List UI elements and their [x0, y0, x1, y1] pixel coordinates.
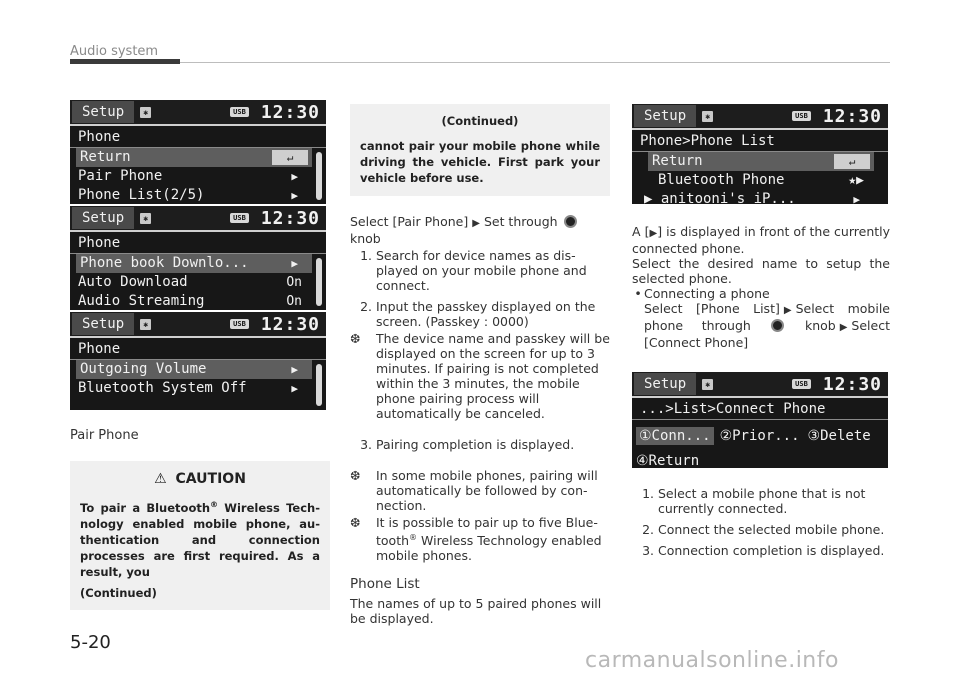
- menu-item-label: ▶ anitooni's iP...: [644, 191, 796, 207]
- connected-star-icon: ★▶: [848, 173, 864, 188]
- bluetooth-icon: ✱: [702, 379, 713, 390]
- connect-steps: [632, 301, 890, 350]
- bullet-item: [632, 286, 890, 301]
- menu-item-value: On: [286, 294, 302, 309]
- caution-continued: (Continued): [80, 585, 157, 600]
- screen-title: Setup: [72, 207, 134, 229]
- screen-status-bar: [70, 312, 326, 338]
- screen-title: Setup: [72, 101, 134, 123]
- usb-icon: USB: [792, 111, 811, 121]
- caution-body: [80, 497, 320, 580]
- list-number: 2.: [360, 299, 372, 314]
- list-item: [632, 522, 890, 537]
- section-heading-phone-list: Phone List: [350, 576, 420, 593]
- step-text-2: Select mobile phone through: [644, 301, 890, 333]
- screen-status-bar: [70, 206, 326, 232]
- menu-item-phone-book-download[interactable]: [76, 254, 312, 273]
- menu-item-label: Bluetooth Phone: [658, 172, 785, 188]
- clock: 12:30: [260, 313, 320, 335]
- step-text-4: Select [Connect Phone]: [644, 318, 890, 350]
- figure-caption: Pair Phone: [70, 428, 139, 443]
- screen-title: Setup: [634, 373, 696, 395]
- menu-item-outgoing-volume[interactable]: [76, 360, 312, 379]
- registered-mark: ®: [210, 500, 219, 509]
- indicator-text-a: A [: [632, 224, 650, 239]
- menu-item-phone-list[interactable]: [70, 186, 312, 205]
- tune-knob-icon: [771, 319, 784, 332]
- phone-list-body: The names of up to 5 paired phones will be displayed.: [350, 596, 602, 627]
- screen-status-bar: [632, 372, 888, 398]
- screen-setup-phone-1: [70, 100, 326, 204]
- list-item: [350, 248, 610, 293]
- menu-item-label: Audio Streaming: [78, 293, 205, 309]
- pair-phone-instructions: [350, 214, 610, 626]
- list-text: Connection completion is displayed.: [658, 543, 885, 558]
- return-icon: ↵: [272, 150, 308, 165]
- list-text: Pairing completion is displayed.: [376, 437, 575, 452]
- bullet-symbol: •: [634, 286, 642, 301]
- screen-setup-phone-3: [70, 312, 326, 410]
- list-item: [350, 437, 610, 452]
- arrow-right-icon: ▶: [291, 189, 298, 202]
- arrow-right-icon: ▶: [291, 257, 298, 270]
- phone-list-instructions: [632, 224, 890, 350]
- note-text-a: It is possible to pair up to five Bluetooth: [376, 515, 598, 549]
- screen-setup-phone-2: [70, 206, 326, 310]
- list-number: 1.: [642, 486, 654, 501]
- note-symbol: ❆: [350, 468, 361, 483]
- menu-item-label: Return: [652, 153, 703, 169]
- screen-heading: ...>List>Connect Phone: [632, 398, 888, 420]
- screen-phone-list: [632, 104, 888, 207]
- scrollbar[interactable]: [316, 364, 322, 406]
- column-right: [632, 104, 890, 558]
- screen-title: Setup: [72, 313, 134, 335]
- menu-item-label: Phone List(2/5): [78, 187, 205, 203]
- step-text-1: Select [Phone List]: [644, 301, 780, 316]
- warning-triangle-icon: ⚠: [154, 471, 167, 487]
- menu-item-return[interactable]: [648, 152, 874, 171]
- arrow-right-icon: ▶: [291, 382, 298, 395]
- caution-box: [70, 461, 330, 610]
- registered-mark: ®: [409, 533, 418, 542]
- caution-text-2: Wireless Technology enabled mobile phone, authentication and connection processes are first required. As a result, you: [80, 500, 320, 579]
- menu-item-auto-download[interactable]: [70, 273, 312, 292]
- arrow-right-icon: ▶: [853, 193, 860, 206]
- step-text-3: knob: [804, 318, 836, 333]
- usb-icon: USB: [230, 107, 249, 117]
- menu-item-return[interactable]: [76, 148, 312, 167]
- note-symbol: ❆: [350, 515, 361, 530]
- select-name-paragraph: Select the desired name to setup the selected phone.: [632, 256, 890, 286]
- list-number: 1.: [360, 248, 372, 263]
- menu-item-paired-phone[interactable]: [632, 190, 874, 209]
- menu-item-label: Pair Phone: [78, 168, 163, 184]
- list-text: Connect the selected mobile phone.: [658, 522, 885, 537]
- note-text: The device name and passkey will be displayed on the screen for up to 3 minutes. If pairing is not completed within the 3 minutes, the mobile phone pairing process will automatically be canceled.: [376, 331, 610, 421]
- list-text: Search for device names as displayed on your mobile phone and connect.: [376, 248, 587, 293]
- note-symbol: ❆: [350, 331, 361, 346]
- screen-connect-phone: [632, 372, 888, 468]
- clock: 12:30: [260, 207, 320, 229]
- screen-heading: Phone: [70, 232, 326, 254]
- menu-item-label: Phone book Downlo...: [80, 255, 249, 271]
- arrow-right-icon: ▶: [291, 363, 298, 376]
- clock: 12:30: [822, 373, 882, 395]
- menu-item-bluetooth-system-off[interactable]: [70, 379, 312, 398]
- list-number: 3.: [642, 543, 654, 558]
- header-bar: [70, 59, 180, 64]
- list-number: 3.: [360, 437, 372, 452]
- indicator-paragraph: [632, 224, 890, 256]
- arrow-right-icon: ▶: [783, 305, 792, 316]
- list-item: [350, 299, 610, 329]
- column-left: [70, 100, 330, 610]
- header-line: [180, 62, 890, 63]
- note-item: [350, 468, 610, 513]
- menu-item-pair-phone[interactable]: [70, 167, 312, 186]
- list-item: [632, 543, 890, 558]
- caution-heading: [80, 471, 320, 487]
- note-item: [350, 331, 610, 421]
- header-title: Audio system: [70, 44, 159, 59]
- screen-title: Setup: [634, 105, 696, 127]
- arrow-right-icon: ▶: [472, 218, 480, 229]
- scrollbar[interactable]: [316, 258, 322, 306]
- bluetooth-icon: ✱: [140, 213, 151, 224]
- caution-continued-box: [350, 104, 610, 196]
- note-text: In some mobile phones, pairing will automatically be followed by connection.: [376, 468, 598, 513]
- screen-status-bar: [632, 104, 888, 130]
- column-middle: [350, 104, 610, 626]
- connect-option[interactable]: ①Conn...: [636, 427, 714, 445]
- return-option-row: [632, 450, 888, 472]
- return-option[interactable]: ④Return: [636, 453, 700, 469]
- screen-heading: Phone: [70, 126, 326, 148]
- connect-phone-steps: [632, 486, 890, 558]
- bluetooth-icon: ✱: [140, 319, 151, 330]
- arrow-right-icon: ▶: [839, 322, 848, 333]
- bluetooth-icon: ✱: [140, 107, 151, 118]
- clock: 12:30: [822, 105, 882, 127]
- connect-options-row: [632, 422, 888, 450]
- play-arrow-icon: ▶: [649, 228, 658, 239]
- usb-icon: USB: [792, 379, 811, 389]
- list-text: Select a mobile phone that is not currently connected.: [658, 486, 866, 516]
- scrollbar[interactable]: [316, 152, 322, 200]
- knob-text: knob: [350, 231, 381, 246]
- note-text-b: Wireless Technology enabled mobile phones.: [376, 533, 602, 564]
- screen-heading: Phone>Phone List: [632, 130, 888, 152]
- caution-text-1: To pair a Bluetooth: [80, 500, 211, 515]
- delete-option[interactable]: ③Delete: [807, 428, 871, 444]
- bluetooth-icon: ✱: [702, 111, 713, 122]
- menu-item-audio-streaming[interactable]: [70, 292, 312, 311]
- menu-item-label: Auto Download: [78, 274, 188, 290]
- page-number: 5-20: [70, 632, 111, 653]
- menu-item-label: Bluetooth System Off: [78, 380, 247, 396]
- tune-knob-icon: [564, 215, 577, 228]
- note-text: [376, 515, 610, 563]
- list-text: Input the passkey displayed on the screen. (Passkey : 0000): [376, 299, 596, 329]
- menu-item-bluetooth-phone[interactable]: [632, 171, 874, 190]
- screen-heading: Phone: [70, 338, 326, 360]
- arrow-right-icon: ▶: [291, 170, 298, 183]
- list-item: [632, 486, 890, 516]
- usb-icon: USB: [230, 213, 249, 223]
- indicator-text-b: ] is displayed in front of the currently connected phone.: [632, 224, 891, 256]
- list-number: 2.: [642, 522, 654, 537]
- select-pair-phone-line: [350, 214, 610, 246]
- bullet-text: Connecting a phone: [644, 286, 770, 301]
- usb-icon: USB: [230, 319, 249, 329]
- return-icon: ↵: [834, 154, 870, 169]
- continued-heading: (Continued): [441, 114, 519, 128]
- clock: 12:30: [260, 101, 320, 123]
- screen-status-bar: [70, 100, 326, 126]
- menu-item-label: Return: [80, 149, 131, 165]
- watermark: carmanualsonline.info: [585, 648, 839, 673]
- caution-title: CAUTION: [175, 471, 246, 487]
- continued-body: cannot pair your mobile phone while driving the vehicle. First park your vehicle before use.: [360, 139, 600, 185]
- note-item: [350, 515, 610, 563]
- menu-item-label: Outgoing Volume: [80, 361, 207, 377]
- select-text: Select [Pair Phone]: [350, 214, 469, 229]
- set-through-text: Set through: [483, 214, 558, 229]
- priority-option[interactable]: ②Prior...: [719, 428, 800, 444]
- menu-item-value: On: [286, 275, 302, 290]
